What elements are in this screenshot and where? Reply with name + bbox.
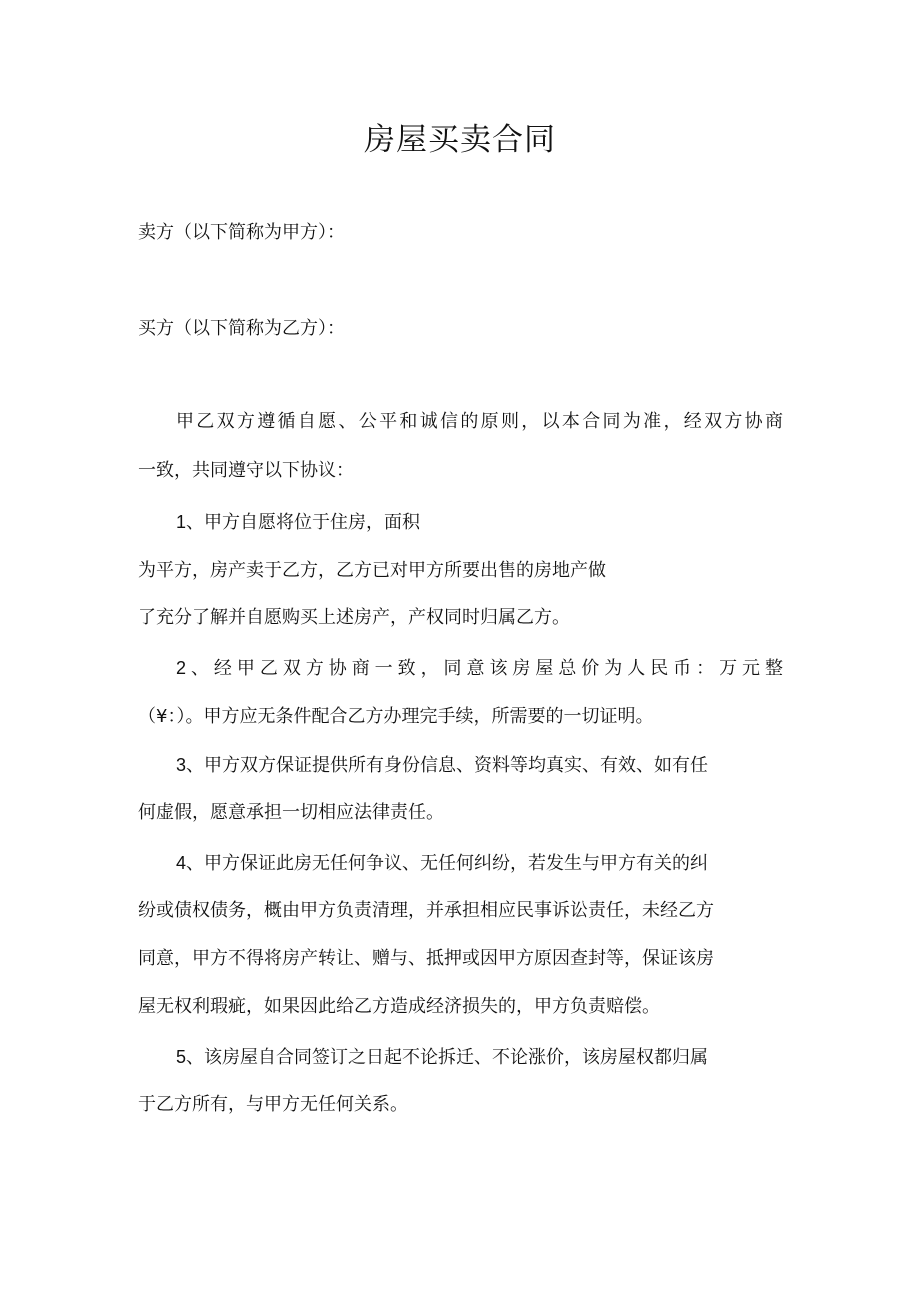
clause-1-line-2: 为平方，房产卖于乙方，乙方已对甲方所要出售的房地产做 — [138, 560, 606, 581]
clause-2-text: 、经甲乙双方协商一致，同意该房屋总价为人民币：万元整 — [186, 658, 783, 679]
clause-2-number: 2 — [176, 658, 187, 678]
clause-5-line-2: 于乙方所有，与甲方无任何关系。 — [138, 1094, 408, 1115]
clause-3-number: 3 — [176, 755, 187, 775]
clause-4-text: 、甲方保证此房无任何争议、无任何纠纷，若发生与甲方有关的纠 — [186, 853, 709, 874]
clause-1-number: 1 — [176, 512, 187, 532]
clause-3-line-1 — [176, 751, 708, 780]
clause-5-number: 5 — [176, 1047, 187, 1067]
clause-5-line-1 — [176, 1043, 708, 1072]
clause-1-text: 、甲方自愿将位于住房，面积 — [186, 512, 421, 533]
clause-1-line-3: 了充分了解并自愿购买上述房产，产权同时归属乙方。 — [138, 607, 570, 628]
buyer-label: 买方（以下简称为乙方）： — [138, 318, 345, 339]
clause-3-text: 、甲方双方保证提供所有身份信息、资料等均真实、有效、如有任 — [186, 755, 709, 776]
clause-4-line-1 — [176, 849, 708, 878]
intro-line-2: 一致，共同遵守以下协议： — [138, 460, 354, 481]
intro-line-1: 甲乙双方遵循自愿、公平和诚信的原则，以本合同为准，经双方协商 — [176, 411, 783, 432]
document-title: 房屋买卖合同 — [364, 122, 556, 158]
clause-4-line-4: 屋无权利瑕疵，如果因此给乙方造成经济损失的，甲方负责赔偿。 — [138, 996, 660, 1017]
seller-label: 卖方（以下简称为甲方）： — [138, 222, 345, 243]
clause-2-line-1 — [176, 654, 783, 683]
clause-4-number: 4 — [176, 853, 187, 873]
clause-4-line-2: 纷或债权债务，概由甲方负责清理，并承担相应民事诉讼责任，未经乙方 — [138, 900, 714, 921]
clause-5-text: 、该房屋自合同签订之日起不论拆迁、不论涨价，该房屋权都归属 — [186, 1047, 709, 1068]
clause-3-line-2: 何虚假，愿意承担一切相应法律责任。 — [138, 802, 444, 823]
clause-1-line-1 — [176, 508, 420, 537]
clause-4-line-3: 同意，甲方不得将房产转让、赠与、抵押或因甲方原因查封等，保证该房 — [138, 948, 714, 969]
clause-2-line-2: （¥：）。甲方应无条件配合乙方办理完手续，所需要的一切证明。 — [138, 706, 654, 727]
